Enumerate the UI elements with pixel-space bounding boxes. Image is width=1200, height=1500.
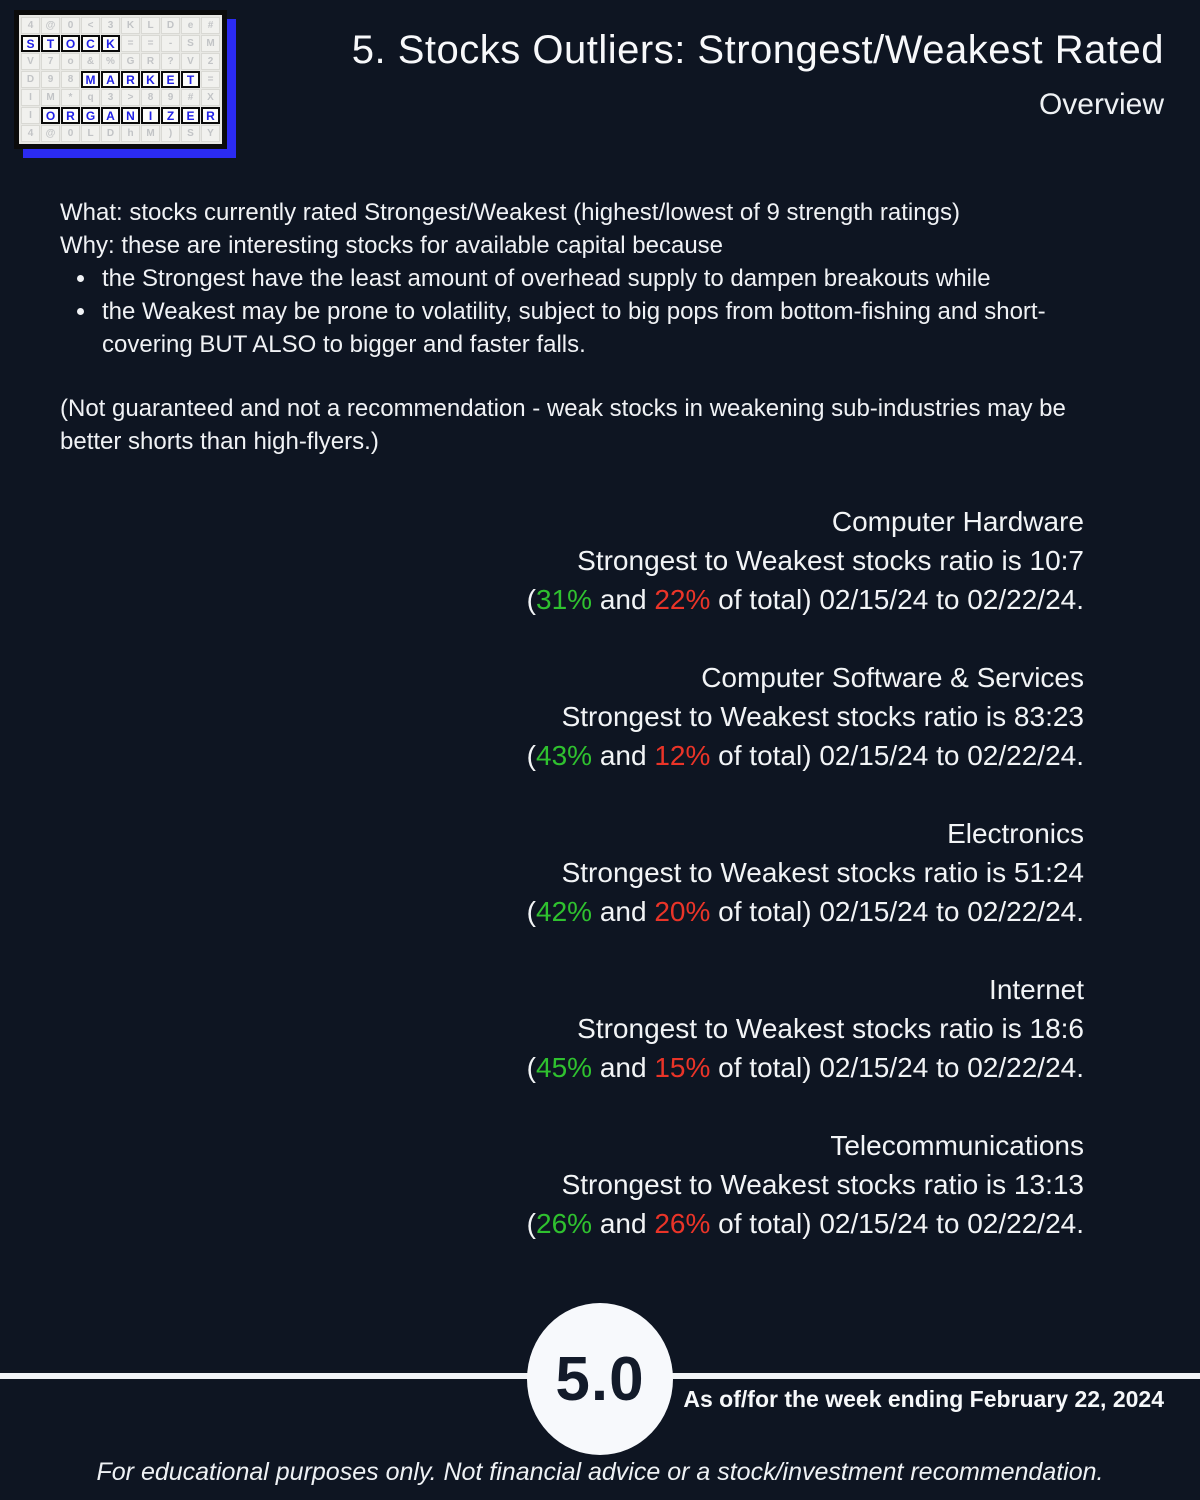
crossword-cell: 9	[161, 89, 180, 106]
crossword-cell: C	[81, 35, 100, 52]
crossword-cell: 7	[41, 53, 60, 70]
crossword-cell: %	[101, 53, 120, 70]
strongest-percent: 42%	[536, 896, 593, 927]
crossword-cell: =	[121, 35, 140, 52]
crossword-cell: V	[181, 53, 200, 70]
crossword-cell: R	[201, 107, 220, 124]
crossword-cell: 3	[101, 89, 120, 106]
crossword-cell: 8	[61, 71, 80, 88]
crossword-cell: E	[181, 107, 200, 124]
crossword-cell: K	[121, 17, 140, 34]
crossword-cell: 0	[61, 17, 80, 34]
industry-sections	[527, 502, 1084, 1282]
weakest-percent: 12%	[654, 740, 711, 771]
strongest-percent: 31%	[536, 584, 593, 615]
crossword-cell: h	[121, 125, 140, 142]
strongest-percent: 45%	[536, 1052, 593, 1083]
weakest-percent: 22%	[654, 584, 711, 615]
crossword-cell: M	[141, 125, 160, 142]
why-line: Why: these are interesting stocks for available capital because	[60, 232, 724, 259]
percent-line: (26% and 26% of total) 02/15/24 to 02/22/24.	[526, 1208, 1084, 1239]
industry-section	[527, 1126, 1084, 1243]
percent-line: (42% and 20% of total) 02/15/24 to 02/22/24.	[526, 896, 1084, 927]
crossword-cell: I	[21, 89, 40, 106]
crossword-cell: L	[81, 125, 100, 142]
as-of-date-text: As of/for the week ending February 22, 2024	[683, 1386, 1164, 1412]
crossword-cell: 4	[21, 125, 40, 142]
crossword-cell: )	[161, 125, 180, 142]
crossword-cell: T	[41, 35, 60, 52]
crossword-cell: K	[101, 35, 120, 52]
crossword-cell: R	[121, 71, 140, 88]
page-number: 5.0	[555, 1344, 645, 1414]
crossword-cell: @	[41, 125, 60, 142]
crossword-cell: A	[101, 107, 120, 124]
industry-name: Electronics	[947, 818, 1084, 849]
crossword-cell: G	[121, 53, 140, 70]
crossword-cell: T	[181, 71, 200, 88]
percent-line: (45% and 15% of total) 02/15/24 to 02/22/24.	[526, 1052, 1084, 1083]
industry-name: Computer Software & Services	[701, 662, 1084, 693]
crossword-cell: q	[81, 89, 100, 106]
crossword-cell: Z	[161, 107, 180, 124]
crossword-cell: 0	[61, 125, 80, 142]
crossword-cell: -	[161, 35, 180, 52]
ratio-line: Strongest to Weakest stocks ratio is 18:6	[577, 1013, 1084, 1044]
crossword-cell: K	[141, 71, 160, 88]
crossword-cell: G	[81, 107, 100, 124]
crossword-cell: 2	[201, 53, 220, 70]
why-bullet: • the Strongest have the least amount of overhead supply to dampen breakouts while	[98, 262, 1120, 295]
crossword-cell: S	[21, 35, 40, 52]
page-title: 5. Stocks Outliers: Strongest/Weakest Rated	[351, 28, 1164, 72]
crossword-cell: E	[161, 71, 180, 88]
crossword-cell: N	[121, 107, 140, 124]
crossword-cell: M	[81, 71, 100, 88]
crossword-cell: R	[61, 107, 80, 124]
stock-market-organizer-logo	[14, 10, 227, 149]
crossword-cell: 8	[141, 89, 160, 106]
crossword-cell: O	[61, 35, 80, 52]
percent-line: (43% and 12% of total) 02/15/24 to 02/22/24.	[526, 740, 1084, 771]
crossword-cell: D	[21, 71, 40, 88]
percent-line: (31% and 22% of total) 02/15/24 to 02/22/24.	[526, 584, 1084, 615]
weakest-percent: 26%	[654, 1208, 711, 1239]
crossword-cell: D	[161, 17, 180, 34]
not-guaranteed-note: (Not guaranteed and not a recommendation - weak stocks in weakening sub-industries may be better shorts than high-flyers.)	[60, 395, 1066, 455]
crossword-cell: R	[141, 53, 160, 70]
industry-section	[527, 814, 1084, 931]
crossword-cell: e	[181, 17, 200, 34]
strongest-percent: 26%	[536, 1208, 593, 1239]
industry-section	[527, 658, 1084, 775]
crossword-cell: #	[201, 17, 220, 34]
industry-name: Telecommunications	[830, 1130, 1084, 1161]
page-subtitle: Overview	[1038, 88, 1164, 121]
crossword-cell: &	[81, 53, 100, 70]
crossword-cell: M	[201, 35, 220, 52]
crossword-cell: #	[181, 89, 200, 106]
what-line: What: stocks currently rated Strongest/Weakest (highest/lowest of 9 strength ratings)	[60, 199, 960, 226]
crossword-cell: ?	[161, 53, 180, 70]
strongest-percent: 43%	[536, 740, 593, 771]
ratio-line: Strongest to Weakest stocks ratio is 10:7	[577, 545, 1084, 576]
crossword-cell: M	[41, 89, 60, 106]
crossword-cell: *	[61, 89, 80, 106]
crossword-cell: I	[21, 107, 40, 124]
industry-section	[527, 970, 1084, 1087]
crossword-cell: L	[141, 17, 160, 34]
crossword-grid	[21, 17, 220, 142]
industry-name: Computer Hardware	[831, 506, 1084, 537]
industry-section	[527, 502, 1084, 619]
ratio-line: Strongest to Weakest stocks ratio is 83:23	[561, 701, 1084, 732]
crossword-cell: @	[41, 17, 60, 34]
crossword-cell: I	[141, 107, 160, 124]
weakest-percent: 15%	[654, 1052, 711, 1083]
crossword-cell: =	[201, 71, 220, 88]
crossword-cell: 3	[101, 17, 120, 34]
crossword-cell: O	[41, 107, 60, 124]
crossword-cell: X	[201, 89, 220, 106]
crossword-cell: S	[181, 125, 200, 142]
header	[352, 26, 1164, 122]
ratio-line: Strongest to Weakest stocks ratio is 13:13	[561, 1169, 1084, 1200]
crossword-cell: Y	[201, 125, 220, 142]
crossword-cell: o	[61, 53, 80, 70]
crossword-cell: V	[21, 53, 40, 70]
crossword-cell: 9	[41, 71, 60, 88]
why-bullet-list	[78, 262, 1120, 361]
why-bullet: • the Weakest may be prone to volatility, subject to big pops from bottom-fishing and short-covering BUT ALSO to bigger and faster falls.	[98, 295, 1120, 361]
industry-name: Internet	[989, 974, 1084, 1005]
crossword-cell: 4	[21, 17, 40, 34]
ratio-line: Strongest to Weakest stocks ratio is 51:24	[561, 857, 1084, 888]
crossword-cell: D	[101, 125, 120, 142]
intro-block	[60, 196, 1120, 458]
crossword-cell: =	[141, 35, 160, 52]
crossword-cell: <	[81, 17, 100, 34]
page-number-badge	[527, 1303, 673, 1455]
crossword-cell: A	[101, 71, 120, 88]
crossword-cell: S	[181, 35, 200, 52]
crossword-cell: >	[121, 89, 140, 106]
legal-disclaimer: For educational purposes only. Not financial advice or a stock/investment recommendation.	[96, 1458, 1104, 1486]
weakest-percent: 20%	[654, 896, 711, 927]
